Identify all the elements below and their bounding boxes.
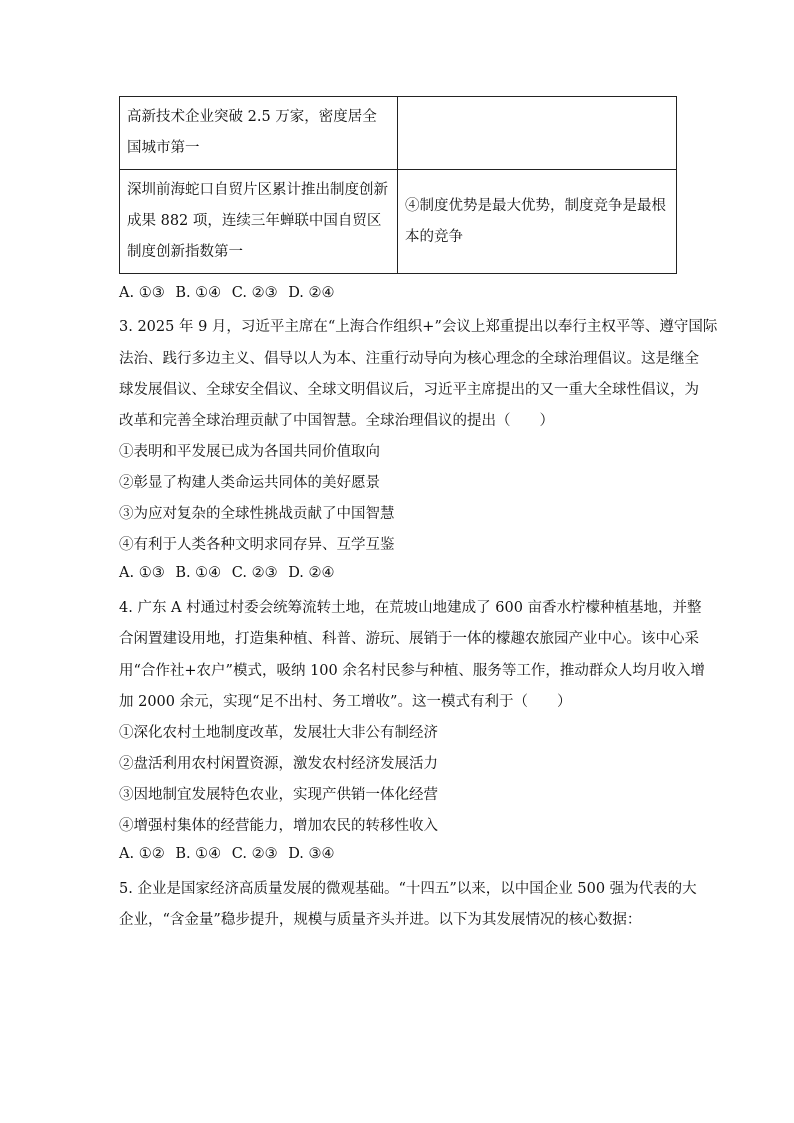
q3-item: ①表明和平发展已成为各国共同价值取向 [119,444,380,460]
option-d: D. ②④ [288,565,335,581]
q3-item: ③为应对复杂的全球性挑战贡献了中国智慧 [119,506,395,522]
q4-item: ④增强村集体的经营能力，增加农民的转移性收入 [119,818,438,834]
q4-item: ①深化农村土地制度改革，发展壮大非公有制经济 [119,725,438,741]
q4-item: ③因地制宜发展特色农业，实现产供销一体化经营 [119,787,438,803]
q3-options [119,565,341,581]
q5-stem-line: 5. 企业是国家经济高质量发展的微观基础。“十四五”以来，以中国企业 500 强为代表的大 [119,881,697,897]
option-c: C. ②③ [231,565,278,581]
table-cell: 高新技术企业突破 2.5 万家，密度居全国城市第一 [120,97,398,170]
table-row [120,97,677,170]
option-a: A. ①② [119,846,165,862]
option-b: B. ①④ [175,565,222,581]
option-a: A. ①③ [119,565,165,581]
option-c: C. ②③ [231,285,278,301]
q3-stem-line: 球发展倡议、全球安全倡议、全球文明倡议后，习近平主席提出的又一重大全球性倡议，为 [119,382,699,398]
q3-item: ④有利于人类各种文明求同存异、互学互鉴 [119,537,395,553]
option-c: C. ②③ [231,846,278,862]
q3-stem-line: 改革和完善全球治理贡献了中国智慧。全球治理倡议的提出（ ） [119,413,554,429]
option-b: B. ①④ [175,285,222,301]
option-b: B. ①④ [175,846,222,862]
table-cell: ④制度优势是最大优势，制度竞争是最根本的竞争 [398,170,677,274]
q5-stem-line: 企业，“含金量”稳步提升，规模与质量齐头并进。以下为其发展情况的核心数据： [119,912,642,928]
q3-stem-line: 法治、践行多边主义、倡导以人为本、注重行动导向为核心理念的全球治理倡议。这是继全 [119,351,699,367]
table-row [120,170,677,274]
table-cell: 深圳前海蛇口自贸片区累计推出制度创新成果 882 项，连续三年蝉联中国自贸区制度创新指数第一 [120,170,398,274]
q4-options [119,846,341,862]
q4-stem-line: 加 2000 余元，实现“足不出村、务工增收”。这一模式有利于（ ） [119,694,572,710]
q3-item: ②彰显了构建人类命运共同体的美好愿景 [119,475,380,491]
q4-stem-line: 合闲置建设用地，打造集种植、科普、游玩、展销于一体的檬趣农旅园产业中心。该中心采 [119,631,699,647]
option-d: D. ②④ [288,285,335,301]
table-cell [398,97,677,170]
q4-stem-line: 用“合作社+农户”模式，吸纳 100 余名村民参与种植、服务等工作，推动群众人均月收入增 [119,663,705,679]
option-a: A. ①③ [119,285,165,301]
q4-stem-line: 4. 广东 A 村通过村委会统筹流转土地，在荒坡山地建成了 600 亩香水柠檬种植基地，并整 [119,600,702,616]
q3-stem-line: 3. 2025 年 9 月，习近平主席在“上海合作组织+”会议上郑重提出以奉行主权平等、遵守国际 [119,319,718,335]
comparison-table [119,96,677,274]
q4-item: ②盘活利用农村闲置资源，激发农村经济发展活力 [119,756,438,772]
option-d: D. ③④ [288,846,335,862]
q2-options [119,285,341,301]
